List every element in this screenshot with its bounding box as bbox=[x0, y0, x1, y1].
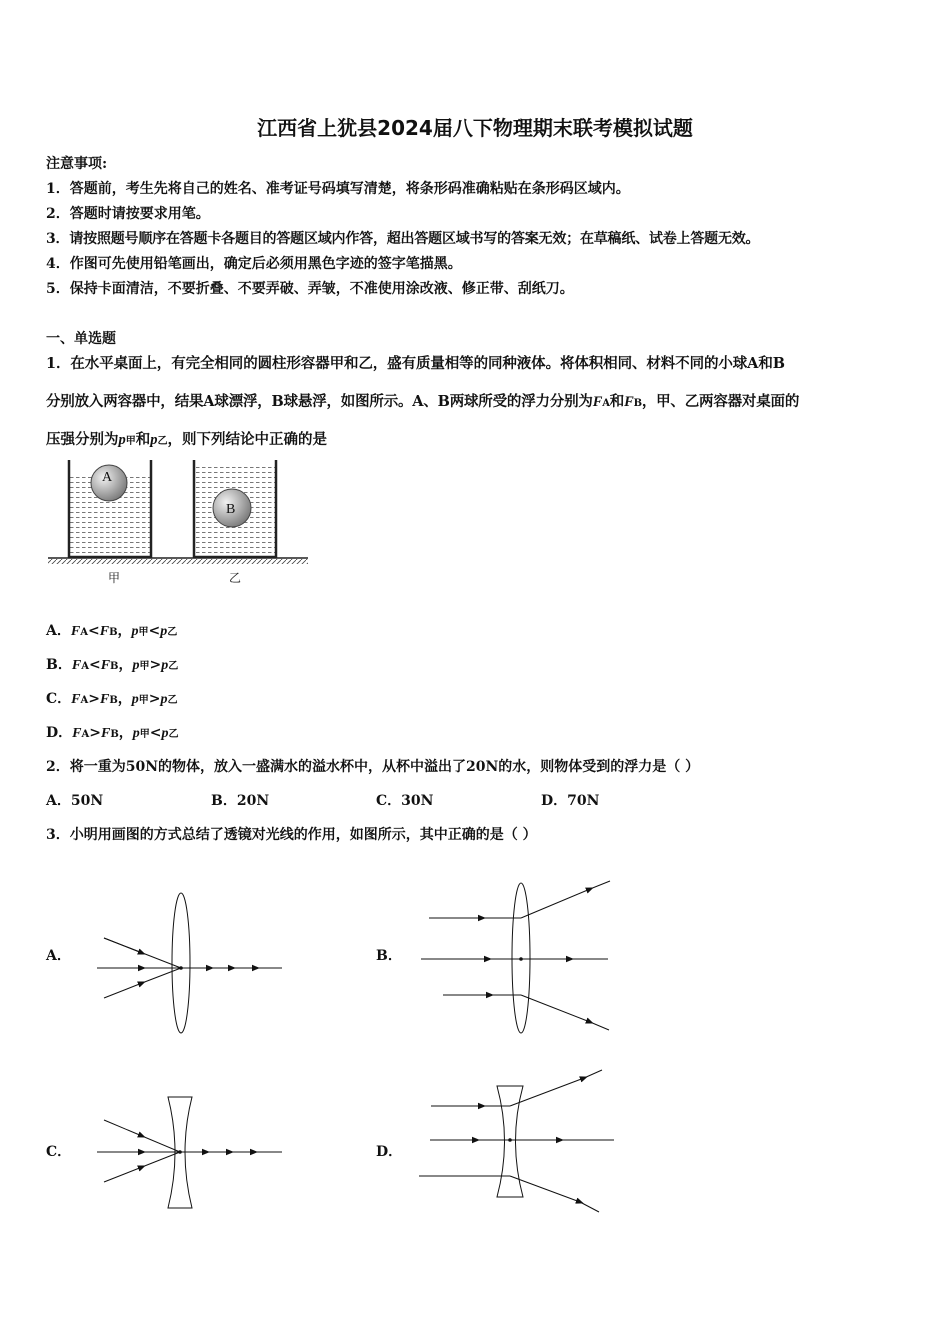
ball-b-label: B bbox=[226, 502, 236, 517]
relation: > bbox=[88, 691, 100, 707]
ray-a-3-arrow bbox=[104, 983, 142, 998]
label-jia: 甲 bbox=[108, 571, 121, 585]
convex-lens-a bbox=[172, 893, 190, 1033]
relation: < bbox=[88, 657, 101, 673]
q1-line2-and: 和 bbox=[609, 393, 625, 410]
comma: ， bbox=[117, 691, 132, 707]
pressure-sub-jia: 甲 bbox=[138, 627, 149, 638]
force-symbol: F bbox=[100, 692, 110, 707]
option-label: B． bbox=[46, 657, 72, 673]
force-sub-a: A bbox=[81, 661, 89, 672]
q1-line3-end: ，则下列结论中正确的是 bbox=[167, 431, 327, 448]
comma: ， bbox=[117, 623, 132, 639]
pressure-symbol: p bbox=[160, 624, 168, 639]
q2-option-a[interactable]: A．50N bbox=[46, 793, 104, 809]
pressure-sub-yi: 乙 bbox=[168, 661, 179, 672]
relation: > bbox=[149, 657, 162, 673]
pressure-symbol: p bbox=[161, 658, 169, 673]
relation: < bbox=[87, 623, 100, 639]
notice-heading: 注意事项: bbox=[46, 156, 108, 172]
q3-text: 3．小明用画图的方式总结了透镜对光线的作用，如图所示，其中正确的是（ ） bbox=[46, 827, 537, 843]
q3-option-a[interactable]: A． bbox=[46, 948, 71, 964]
ray-c-1 bbox=[104, 1120, 142, 1136]
ray-b-3-out-line bbox=[590, 1022, 609, 1030]
pressure-sub-jia: 甲 bbox=[125, 436, 136, 447]
force-sub-a: A bbox=[80, 627, 88, 638]
pressure-sub-yi: 乙 bbox=[168, 729, 179, 740]
notice-item: 1．答题前，考生先将自己的姓名、准考证号码填写清楚，将条形码准确粘贴在条形码区域内。 bbox=[46, 181, 630, 197]
force-sub-b: B bbox=[109, 627, 118, 638]
notice-item: 4．作图可先使用铅笔画出，确定后必须用黑色字迹的签字笔描黑。 bbox=[46, 256, 462, 272]
force-sub-b: B bbox=[109, 695, 118, 706]
option-label: D． bbox=[46, 725, 73, 741]
label-yi: 乙 bbox=[229, 571, 242, 585]
force-sub-a: A bbox=[80, 695, 89, 706]
force-symbol: F bbox=[100, 658, 111, 673]
force-sub-b: B bbox=[633, 398, 642, 409]
option-label: A． bbox=[46, 623, 71, 639]
force-sub-b: B bbox=[110, 661, 119, 672]
pressure-sub-yi: 乙 bbox=[157, 436, 168, 447]
notice-item: 5．保持卡面清洁，不要折叠、不要弄破、弄皱，不准使用涂改液、修正带、刮纸刀。 bbox=[46, 281, 574, 297]
notice-item: 2．答题时请按要求用笔。 bbox=[46, 206, 210, 222]
notice-item: 3．请按照题号顺序在答题卡各题目的答题区域内作答，超出答题区域书写的答案无效；在草稿纸、试卷上答题无效。 bbox=[46, 231, 760, 247]
force-sub-a: A bbox=[602, 398, 610, 409]
relation: > bbox=[89, 725, 101, 741]
section-heading: 一、单选题 bbox=[46, 331, 116, 347]
q2-option-c[interactable]: C．30N bbox=[376, 793, 434, 809]
option-label: C． bbox=[46, 691, 72, 707]
force-sub-a: A bbox=[81, 729, 90, 740]
pressure-sub-jia: 甲 bbox=[138, 695, 149, 706]
pressure-sub-jia: 甲 bbox=[139, 661, 150, 672]
ray-d-3-out-line bbox=[580, 1202, 599, 1212]
focal-dot-d bbox=[508, 1138, 512, 1142]
comma: ， bbox=[118, 725, 133, 741]
ray-a-3-line bbox=[142, 968, 181, 983]
q2-text: 2．将一重为50N的物体，放入一盛满水的溢水杯中，从杯中溢出了20N的水，则物体受到的浮力是（ ） bbox=[46, 759, 700, 775]
q1-line3-text: 压强分别为 bbox=[46, 431, 119, 448]
q3-option-d[interactable]: D． bbox=[376, 1144, 403, 1160]
ray-b-1-out bbox=[521, 889, 590, 918]
ball-a-label: A bbox=[102, 470, 113, 485]
pressure-symbol: p bbox=[131, 624, 139, 639]
ray-b-3-out bbox=[521, 995, 590, 1022]
pressure-symbol: p bbox=[118, 432, 126, 448]
pressure-symbol: p bbox=[131, 692, 139, 707]
focal-dot-c bbox=[178, 1150, 182, 1154]
pressure-sub-yi: 乙 bbox=[167, 627, 178, 638]
force-symbol: F bbox=[71, 658, 82, 673]
pressure-symbol: p bbox=[150, 432, 158, 448]
pressure-sub-jia: 甲 bbox=[139, 729, 150, 740]
q2-option-d[interactable]: D．70N bbox=[541, 793, 600, 809]
pressure-sub-yi: 乙 bbox=[167, 695, 178, 706]
pressure-symbol: p bbox=[160, 692, 168, 707]
focal-dot-a bbox=[179, 966, 183, 970]
pressure-symbol: p bbox=[132, 726, 140, 741]
q1-line3-and: 和 bbox=[135, 431, 151, 448]
q1-line2-text: 分别放入两容器中，结果A球漂浮，B球悬浮，如图所示。A、B两球所受的浮力分别为 bbox=[46, 393, 593, 410]
force-symbol: F bbox=[100, 726, 111, 741]
force-symbol: F bbox=[70, 624, 81, 639]
comma: ， bbox=[118, 657, 133, 673]
relation: > bbox=[148, 691, 161, 707]
focal-dot-b bbox=[519, 957, 523, 961]
q1-line2-end: ，甲、乙两容器对桌面的 bbox=[641, 393, 800, 410]
ray-c-3 bbox=[104, 1167, 142, 1182]
relation: < bbox=[148, 623, 161, 639]
q1-line1: 1．在水平桌面上，有完全相同的圆柱形容器甲和乙，盛有质量相等的同种液体。将体积相同、材料不同的小球A和B bbox=[46, 355, 785, 372]
force-sub-b: B bbox=[110, 729, 119, 740]
ray-d-1-out-line bbox=[584, 1070, 602, 1078]
pressure-symbol: p bbox=[132, 658, 140, 673]
pressure-symbol: p bbox=[161, 726, 169, 741]
force-symbol: F bbox=[71, 692, 81, 707]
force-symbol: F bbox=[592, 394, 603, 410]
exam-title: 江西省上犹县2024届八下物理期末联考模拟试题 bbox=[257, 116, 693, 140]
relation: < bbox=[149, 725, 162, 741]
q3-option-b[interactable]: B． bbox=[376, 948, 402, 964]
force-symbol: F bbox=[99, 624, 110, 639]
ray-a-1-arrow bbox=[104, 938, 142, 953]
force-symbol: F bbox=[624, 394, 634, 410]
q3-option-c[interactable]: C． bbox=[46, 1144, 72, 1160]
ray-b-1-out-line bbox=[590, 881, 610, 889]
force-symbol: F bbox=[72, 726, 82, 741]
q2-option-b[interactable]: B．20N bbox=[211, 793, 270, 809]
